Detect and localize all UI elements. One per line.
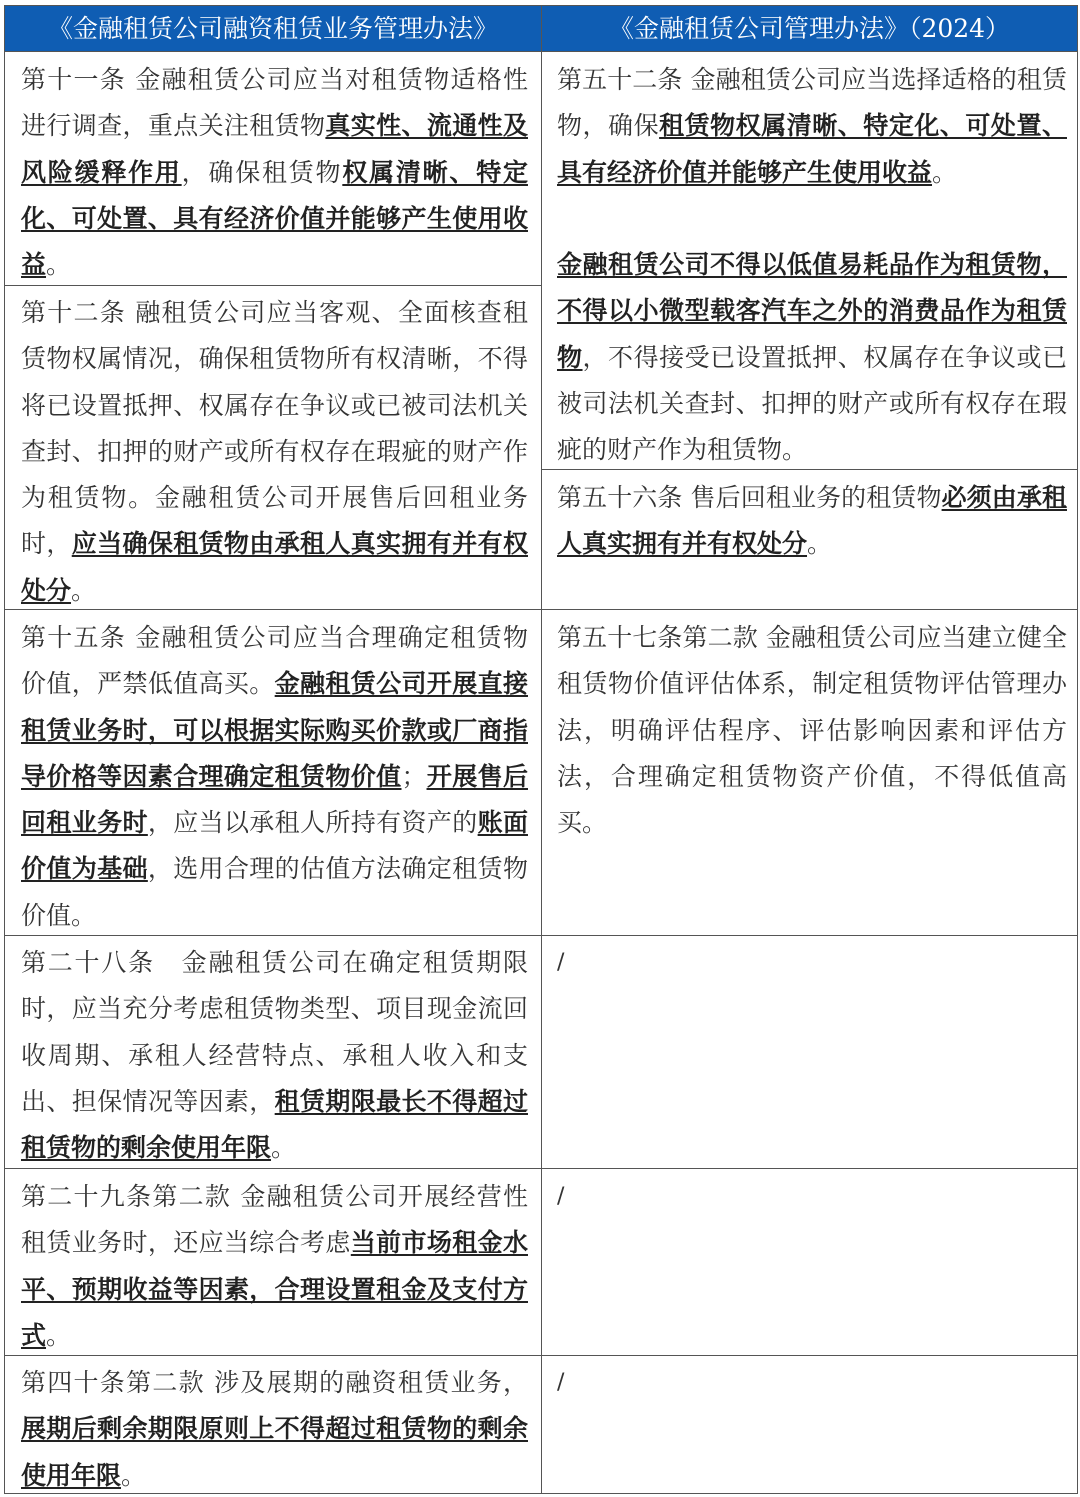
emphasis-text: 金融租赁公司开展直接租赁业务时，可以根据实际购买价款或厂商指导价格等因素合理确定租赁物价值 xyxy=(21,669,528,791)
right-article-52 xyxy=(542,57,1077,469)
row-divider xyxy=(5,609,1077,610)
slash-placeholder: / xyxy=(557,950,565,975)
row-divider xyxy=(542,469,1077,470)
left-article-28 xyxy=(5,940,541,1168)
left-article-12 xyxy=(5,290,541,609)
emphasis-text: 权属清晰、特定化、可处置、具有经济价值并能够产生使用收益 xyxy=(21,157,528,280)
emphasis-text: 开展售后回租业务时 xyxy=(21,761,528,838)
emphasis-text: 租赁期限最长不得超过租赁物的剩余使用年限 xyxy=(21,1086,528,1163)
emphasis-text: 当前市场租金水平、预期收益等因素，合理设置租金及支付方式 xyxy=(21,1228,528,1350)
right-empty-28 xyxy=(542,940,1077,1168)
slash-placeholder: / xyxy=(557,1184,565,1209)
right-empty-40 xyxy=(542,1360,1077,1494)
slash-placeholder: / xyxy=(557,1370,565,1395)
left-article-11 xyxy=(5,57,541,285)
article-text: ，选用合理的估值方法确定租赁物价值。 xyxy=(21,854,528,930)
article-text: 第五十六条 售后回租业务的租赁物 xyxy=(557,483,942,512)
left-article-29-2 xyxy=(5,1174,541,1355)
row-divider xyxy=(5,1168,1077,1169)
article-text: 第十五条 金融租赁公司应当合理确定租赁物价值，严禁低值高买。 xyxy=(21,623,528,699)
row-divider xyxy=(5,935,1077,936)
emphasis-text: 金融租赁公司不得以低值易耗品作为租赁物，不得以小微型载客汽车之外的消费品作为租赁物 xyxy=(557,250,1067,372)
article-text: ，应当以承租人所持有资产的 xyxy=(147,808,478,838)
left-article-15 xyxy=(5,615,541,935)
article-text: 第十二条 融租赁公司应当客观、全面核查租赁物权属情况，确保租赁物所有权清晰，不得将已设置抵押、权属存在争议或已被司法机关查封、扣押的财产或所有权存在瑕疵的财产作为租赁物。金融租赁公司开展售后回租业务时， xyxy=(21,298,528,559)
right-empty-29 xyxy=(542,1174,1077,1355)
comparison-table xyxy=(4,5,1078,1494)
article-text: 。 xyxy=(71,575,97,605)
article-text: 。 xyxy=(46,250,72,280)
article-text: 第五十二条 金融租赁公司应当选择适格的租赁物，确保 xyxy=(557,65,1067,141)
left-article-40-2 xyxy=(5,1360,541,1494)
row-divider xyxy=(5,285,541,286)
article-text: 第四十条第二款 涉及展期的融资租赁业务， xyxy=(21,1368,528,1397)
article-text: 第二十九条第二款 金融租赁公司开展经营性租赁业务时，还应当综合考虑 xyxy=(21,1182,528,1258)
article-text: ； xyxy=(401,761,427,791)
article-text: ，不得接受已设置抵押、权属存在争议或已被司法机关查封、扣押的财产或所有权存在瑕疵的财产作为租赁物。 xyxy=(557,342,1067,465)
article-text: 第五十七条第二款 金融租赁公司应当建立健全租赁物价值评估体系，制定租赁物评估管理办法，明确评估程序、评估影响因素和评估方法，合理确定租赁物资产价值，不得低值高买。 xyxy=(557,623,1067,838)
article-text: ，确保租赁物 xyxy=(181,157,343,187)
emphasis-text: 应当确保租赁物由承租人真实拥有并有权处分 xyxy=(21,529,528,605)
emphasis-text: 展期后剩余期限原则上不得超过租赁物的剩余使用年限 xyxy=(21,1414,528,1490)
article-text: 。 xyxy=(807,529,833,559)
emphasis-text: 账面价值为基础 xyxy=(21,808,528,884)
header-divider xyxy=(5,51,1077,52)
article-text: 。 xyxy=(121,1460,147,1490)
right-article-57-2 xyxy=(542,615,1077,935)
emphasis-text: 真实性、流通性及风险缓释作用 xyxy=(21,111,528,187)
right-article-56 xyxy=(542,475,1077,609)
article-text: 第十一条 金融租赁公司应当对租赁物适格性进行调查，重点关注租赁物 xyxy=(21,65,528,141)
row-divider xyxy=(5,1355,1077,1356)
article-text: 。 xyxy=(46,1320,72,1350)
emphasis-text: 租赁物权属清晰、特定化、可处置、具有经济价值并能够产生使用收益 xyxy=(557,111,1067,187)
header-left: 《金融租赁公司融资租赁业务管理办法》 xyxy=(5,6,541,51)
article-text: 。 xyxy=(932,157,958,187)
emphasis-text: 必须由承租人真实拥有并有权处分 xyxy=(557,483,1067,559)
article-text: 。 xyxy=(271,1133,297,1163)
article-text: 第二十八条 金融租赁公司在确定租赁期限时，应当充分考虑租赁物类型、项目现金流回收周期、承租人经营特点、承租人收入和支出、担保情况等因素， xyxy=(21,948,528,1116)
header-right: 《金融租赁公司管理办法》（2024） xyxy=(542,6,1077,51)
